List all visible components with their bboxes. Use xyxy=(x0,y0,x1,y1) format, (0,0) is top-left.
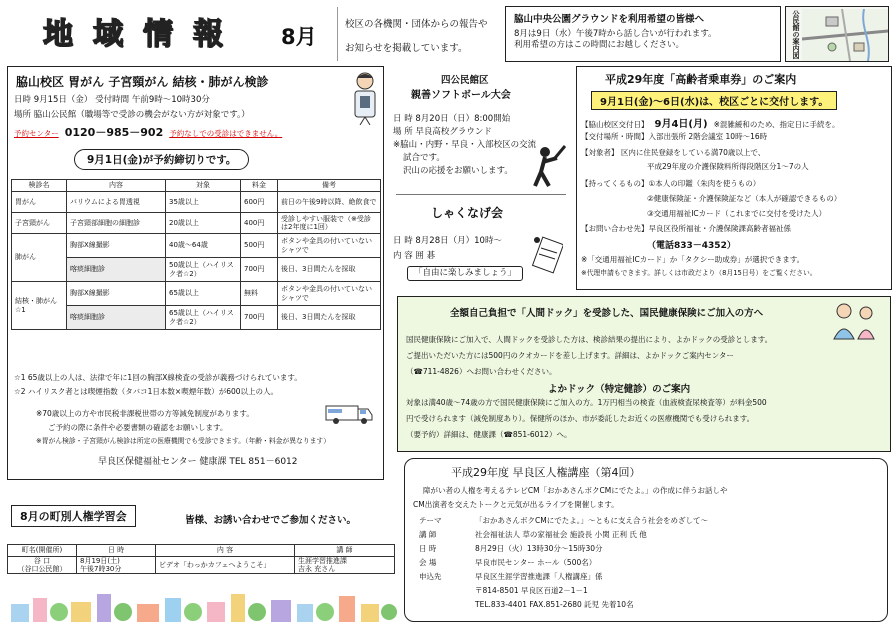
table-cell: 子宮頸部細胞の細胞診 xyxy=(67,213,166,234)
elderly-pass-box xyxy=(576,66,892,290)
yoka-dock-title: よかドック（特定健診）のご案内 xyxy=(548,384,691,395)
deadline-banner: 9月1日(金)が予約締切りです。 xyxy=(74,149,249,170)
ningen-dock-body: 国民健康保険にご加入で、人間ドックを受診した方は、検診結果の提出により、よかドックの受診とします。 xyxy=(406,335,773,344)
town-name: 谷 口 xyxy=(33,557,51,565)
human-rights-title: 平成29年度 早良区人権講座（第4回） xyxy=(451,466,641,479)
batter-icon xyxy=(527,144,567,188)
footnote: ※70歳以上の方や市民税非課税世帯の方等減免制度があります。 xyxy=(36,409,254,418)
human-rights-details xyxy=(419,516,708,614)
table-cell: 700円 xyxy=(241,258,278,282)
detail-value: 早良区生涯学習推進課「人権講座」係 xyxy=(475,572,603,581)
table-header: 町名(開催所) xyxy=(8,545,77,557)
detail-value: 「おかあさんボクCMにでたよ。」〜ともに支え合う社会をめざして〜 xyxy=(475,516,708,525)
human-rights-box xyxy=(404,458,888,622)
doctor-icon xyxy=(348,71,382,125)
screening-date: 日時 9月15日（金） 受付時間 午前9時〜10時30分 xyxy=(14,95,210,105)
table-cell: 40歳〜64歳 xyxy=(166,234,241,258)
screening-place: 場所 脇山公民館（職場等で受診の機会がない方が対象です。） xyxy=(14,110,250,120)
screening-contact: 早良区保健福祉センター 健康課 TEL 851－6012 xyxy=(98,457,298,467)
detail-value: 早良市民センター ホール（500名） xyxy=(475,558,597,567)
table-header: 講 師 xyxy=(295,545,395,557)
detail-value: TEL.833-4401 FAX.851-2680 託児 先着10名 xyxy=(475,600,634,609)
softball-line-2: 試合です。 xyxy=(403,153,445,163)
table-header: 内容 xyxy=(67,180,166,192)
human-rights-intro-1: 障がい者の人権を考えるテレビCM「おかあさんボクCMにでたよ。」の作成に伴うお話しや xyxy=(423,486,728,495)
softball-date: 日 時 8月20日（日）8:00開始 xyxy=(393,114,511,124)
table-cell: 50歳以上（ハイリスク者☆2） xyxy=(166,258,241,282)
table-cell: 400円 xyxy=(241,213,278,234)
detail-value: 〒814-8501 早良区百道2－1－1 xyxy=(475,586,588,595)
table-header: 内 容 xyxy=(156,545,295,557)
table-cell: 肺がん xyxy=(12,234,67,282)
detail-label xyxy=(419,586,469,600)
local-date: 9月4日(月) xyxy=(654,119,708,130)
softball-line-3: 沢山の応援をお願いします。 xyxy=(403,166,513,176)
ambulance-icon xyxy=(324,401,374,425)
intro-line-2: お知らせを掲載しています。 xyxy=(345,43,468,54)
elderly-pass-line: ※「交通用福祉ICカード」か「タクシー助成券」が選択できます。 xyxy=(581,255,805,264)
table-cell: 35歳以上 xyxy=(166,192,241,213)
intro-line-1: 校区の各機関・団体からの報告や xyxy=(345,19,488,30)
elderly-pass-line: ②健康保険証・介護保険証など（本人が確認できるもの） xyxy=(647,194,842,203)
elderly-pass-line: 平成29年度の介護保険料所得段階区分1〜7の人 xyxy=(647,162,809,171)
table-cell xyxy=(77,557,156,574)
local-note: ※混雑緩和のため、指定日に手続を。 xyxy=(713,120,840,129)
detail-row xyxy=(419,586,708,600)
park-notice xyxy=(505,6,781,62)
table-cell: バリウムによる胃透視 xyxy=(67,192,166,213)
detail-value: 社会福祉法人 草の家福祉会 施設長 小関 正利 氏 他 xyxy=(475,530,647,539)
shakunage-content: 内 容 囲 碁 xyxy=(393,251,436,261)
table-cell xyxy=(8,557,77,574)
yoka-dock-body: 対象は満40歳〜74歳の方で国民健康保険にご加入の方。1万円相当の検査（血液検査尿検査等）が料金500 xyxy=(406,398,767,407)
town-study-invite: 皆様、お誘い合わせでご参加ください。 xyxy=(185,515,357,526)
map-label: 公民館の案内図 xyxy=(792,10,800,59)
town-study-table xyxy=(7,544,395,574)
month-label: 8月 xyxy=(281,25,317,49)
detail-row xyxy=(419,558,708,572)
detail-value: 8月29日（火）13時30分〜15時30分 xyxy=(475,544,603,553)
table-row xyxy=(12,192,381,213)
yoka-dock-body: 円で受けられます（減免制度あり）。保健所のほか、市が委託したお近くの医療機関でも受けられます。 xyxy=(406,414,755,423)
town-venue: （谷口公民館） xyxy=(17,565,67,574)
reservation-line xyxy=(14,124,282,140)
park-notice-line-1: 8月は9日（水）午後7時から話し合いが行われます。 xyxy=(514,29,717,39)
elderly-pass-line: ※代理申請もできます。詳しくは市政だより（8月15日号）をご覧ください。 xyxy=(581,269,817,277)
ningen-dock-body: ご提出いただいた方には500円のクオカードを差し上げます。詳細は、よかドックご案内センター xyxy=(406,351,734,360)
header xyxy=(3,3,893,65)
softball-title-2: 親善ソフトボール大会 xyxy=(411,90,511,101)
elderly-pass-local xyxy=(581,115,840,130)
elderly-pass-line: 【お問い合わせ先】早良区役所福祉・介護保険課高齢者福祉係 xyxy=(581,224,791,233)
lecturer-name: 吉永 充さん xyxy=(298,565,336,574)
town-study-title: 8月の町別人権学習会 xyxy=(11,505,136,527)
detail-label xyxy=(419,600,469,614)
table-row xyxy=(12,234,381,258)
local-label: 【脇山校区交付日】 xyxy=(581,120,649,129)
park-notice-title: 脇山中央公園グラウンドを利用希望の皆様へ xyxy=(514,14,705,25)
screening-box xyxy=(7,66,384,480)
footnote: ※胃がん検診・子宮頸がん検診は所定の医療機関でも受診できます。（年齢・料金が異なります） xyxy=(36,437,331,445)
table-cell: 65歳以上 xyxy=(166,282,241,306)
table-cell: ビデオ「わっかカフェへようこそ」 xyxy=(156,557,295,574)
footnote: ご予約の際に条件や必要書類の確認をお願いします。 xyxy=(48,423,228,432)
table-cell: 前日の午後9時以降、絶飲食で xyxy=(278,192,381,213)
table-cell: 胃がん xyxy=(12,192,67,213)
table-cell: 胸部X線撮影 xyxy=(67,282,166,306)
shakunage-section xyxy=(389,198,572,290)
table-cell: 子宮頸がん xyxy=(12,213,67,234)
table-cell: 無料 xyxy=(241,282,278,306)
detail-label: 申込先 xyxy=(419,572,442,581)
shakunage-title: しゃくなげ会 xyxy=(431,206,504,220)
table-row xyxy=(12,213,381,234)
study-date: 8月19日(土) xyxy=(80,557,120,565)
elderly-pass-title: 平成29年度「高齢者乗車券」のご案内 xyxy=(605,73,797,86)
detail-row xyxy=(419,530,708,544)
detail-row xyxy=(419,516,708,530)
section-divider xyxy=(396,194,566,195)
table-row xyxy=(12,258,381,282)
townscape-illustration xyxy=(7,590,399,622)
table-cell: 受診しやすい服装で（※受診は2年度に1回） xyxy=(278,213,381,234)
table-cell: 65歳以上（ハイリスク者☆2） xyxy=(166,306,241,330)
table-row xyxy=(8,557,395,574)
town-study-section xyxy=(7,500,399,624)
elderly-pass-line: 【持ってくるもの】①本人の印鑑（朱肉を使うもの） xyxy=(581,179,761,188)
elderly-pass-highlight: 9月1日(金)〜6日(水)は、校区ごとに交付します。 xyxy=(591,91,837,110)
nurse-icon xyxy=(828,299,882,341)
map-box xyxy=(785,6,889,62)
table-header: 対象 xyxy=(166,180,241,192)
study-time: 午後7時30分 xyxy=(80,565,122,574)
human-rights-intro-2: CM出演者を交えたトークと元気が出るライブを開催します。 xyxy=(413,500,619,509)
table-cell: 喀痰細胞診 xyxy=(67,258,166,282)
elderly-pass-line: ③交通用福祉ICカード（これまでに交付を受けた人） xyxy=(647,209,827,218)
ningen-dock-body: （☎711-4826）へお問い合わせください。 xyxy=(406,367,557,376)
table-row xyxy=(12,282,381,306)
page-title: 地域情報 xyxy=(43,17,243,52)
screening-table xyxy=(11,179,381,330)
ningen-dock-title: 全額自己負担で「人間ドック」を受診した、国民健康保険にご加入の方へ xyxy=(450,308,764,319)
lecturer-dept: 生涯学習推進課 xyxy=(298,557,347,565)
table-cell: 後日、3日間たんを採取 xyxy=(278,258,381,282)
ningen-dock-box xyxy=(397,296,891,452)
table-cell: 結核・肺がん☆1 xyxy=(12,282,67,330)
softball-place: 場 所 早良高校グラウンド xyxy=(393,127,492,137)
map-icon xyxy=(802,9,888,61)
detail-label: 会 場 xyxy=(419,558,437,567)
table-cell: 喀痰細胞診 xyxy=(67,306,166,330)
softball-title-1: 四公民館区 xyxy=(441,75,489,86)
elderly-pass-phone: （電話833－4352） xyxy=(647,241,736,251)
table-cell: 700円 xyxy=(241,306,278,330)
detail-row xyxy=(419,600,708,614)
reservation-label: 予約センター xyxy=(14,129,59,138)
header-divider xyxy=(337,7,338,61)
table-cell: 後日、3日間たんを採取 xyxy=(278,306,381,330)
table-cell: 600円 xyxy=(241,192,278,213)
table-cell: 20歳以上 xyxy=(166,213,241,234)
softball-section xyxy=(389,66,572,190)
reservation-note: 予約なしでの受診はできません。 xyxy=(169,129,283,138)
table-header: 備考 xyxy=(278,180,381,192)
detail-label: テーマ xyxy=(419,516,442,525)
reservation-phone: 0120－985－902 xyxy=(64,126,164,139)
table-row xyxy=(12,306,381,330)
detail-label: 講 師 xyxy=(419,530,437,539)
elderly-pass-line: 【対象者】 区内に住民登録をしている満70歳以上で、 xyxy=(581,148,766,157)
shakunage-tagline: 「自由に楽しみましょう」 xyxy=(407,266,523,281)
screening-title: 脇山校区 胃がん 子宮頸がん 結核・肺がん検診 xyxy=(16,75,269,89)
detail-row xyxy=(419,544,708,558)
table-cell: 胸部X線撮影 xyxy=(67,234,166,258)
go-board-icon xyxy=(531,234,563,274)
table-cell: 500円 xyxy=(241,234,278,258)
yoka-dock-body: （要予約）詳細は、健康課（☎851-6012）へ。 xyxy=(406,430,572,439)
detail-label: 日 時 xyxy=(419,544,437,553)
table-header: 検診名 xyxy=(12,180,67,192)
table-cell: ボタンや金具の付いていないシャツで xyxy=(278,282,381,306)
table-header: 日 時 xyxy=(77,545,156,557)
table-cell: ボタンや金具の付いていないシャツで xyxy=(278,234,381,258)
park-notice-line-2: 利用希望の方はこの時間にお越しください。 xyxy=(514,40,685,51)
detail-row xyxy=(419,572,708,586)
elderly-pass-line: 【交付場所・時間】入部出張所 2階会議室 10時〜16時 xyxy=(581,132,768,141)
shakunage-date: 日 時 8月28日（月）10時〜 xyxy=(393,236,502,246)
table-header: 料金 xyxy=(241,180,278,192)
softball-line-1: ※脇山・内野・早良・入部校区の交流 xyxy=(393,140,537,150)
footnote: ☆1 65歳以上の人は、法律で年に1回の胸部X線検査の受診が義務づけられています。 xyxy=(14,373,302,382)
header-intro xyxy=(345,13,488,61)
table-cell xyxy=(295,557,395,574)
footnote: ☆2 ハイリスク者とは喫煙指数（タバコ1日本数×喫煙年数）が600以上の人。 xyxy=(14,387,279,396)
